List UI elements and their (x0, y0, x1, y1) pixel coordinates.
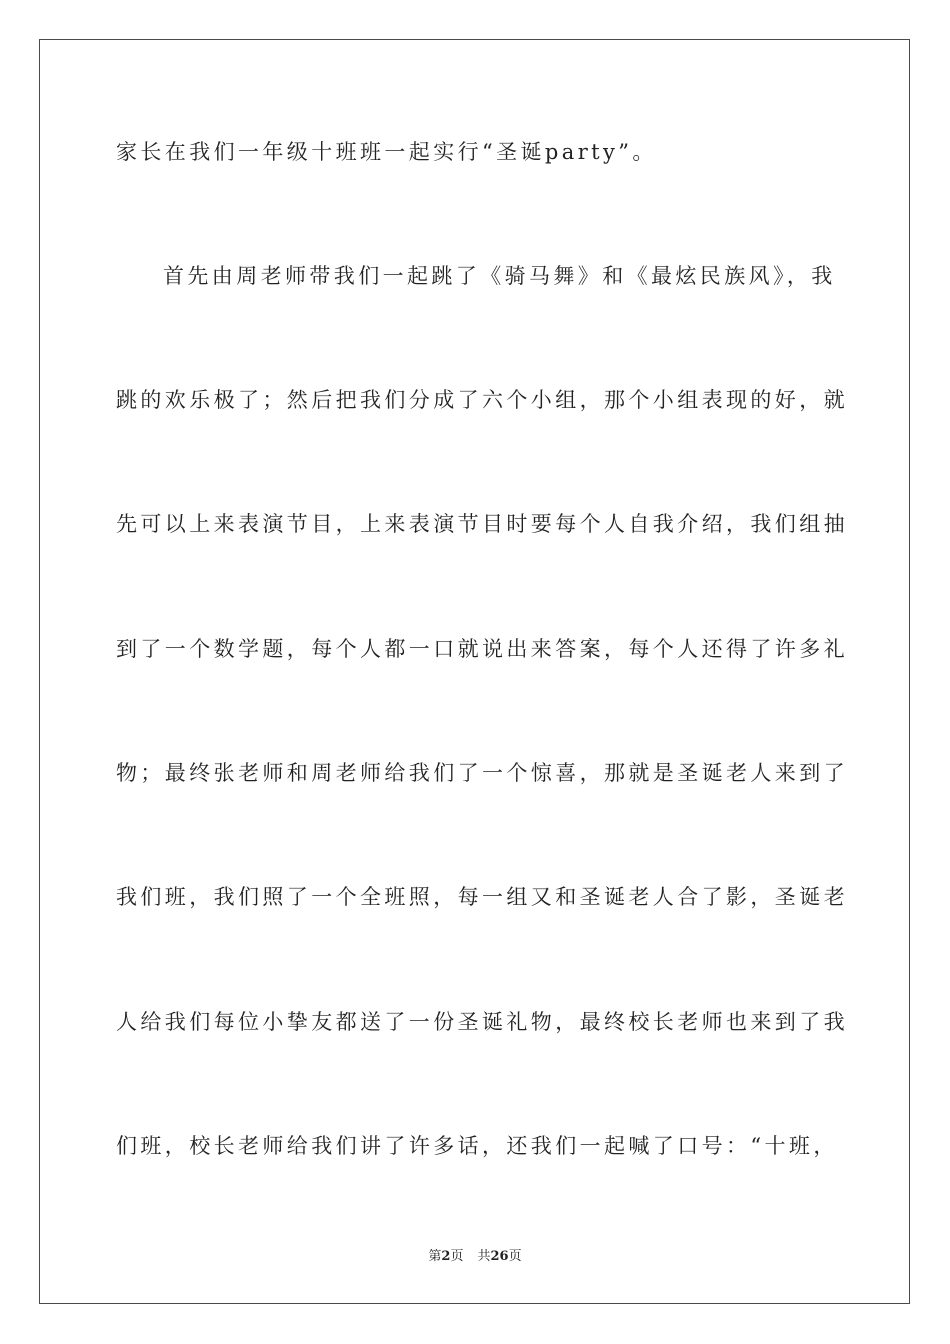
text-line-5: 到了一个数学题，每个人都一口就说出来答案，每个人还得了许多礼 (116, 637, 848, 661)
page-footer (0, 1248, 950, 1266)
total-suffix: 页 (508, 1249, 522, 1264)
total-pages: 26 (490, 1249, 509, 1264)
total-prefix: 共 (477, 1249, 491, 1264)
text-line-7: 我们班，我们照了一个全班照，每一组又和圣诞老人合了影，圣诞老 (116, 885, 848, 909)
text-line-9: 们班，校长老师给我们讲了许多话，还我们一起喊了口号：“十班， (116, 1134, 838, 1158)
paragraph-start-line: 首先由周老师带我们一起跳了《骑马舞》和《最炫民族风》，我 (163, 264, 836, 288)
page-prefix: 第 (428, 1249, 442, 1264)
text-line-3: 跳的欢乐极了；然后把我们分成了六个小组，那个小组表现的好，就 (116, 388, 848, 412)
text-line-4: 先可以上来表演节目，上来表演节目时要每个人自我介绍，我们组抽 (116, 512, 848, 536)
text-line-6: 物；最终张老师和周老师给我们了一个惊喜，那就是圣诞老人来到了 (116, 761, 848, 785)
text-line-1: 家长在我们一年级十班班一起实行“圣诞party”。 (116, 140, 657, 164)
page-border (39, 39, 910, 1304)
text-line-8: 人给我们每位小挚友都送了一份圣诞礼物，最终校长老师也来到了我 (116, 1010, 848, 1034)
page-suffix: 页 (450, 1249, 464, 1264)
page-number: 2 (441, 1249, 451, 1264)
